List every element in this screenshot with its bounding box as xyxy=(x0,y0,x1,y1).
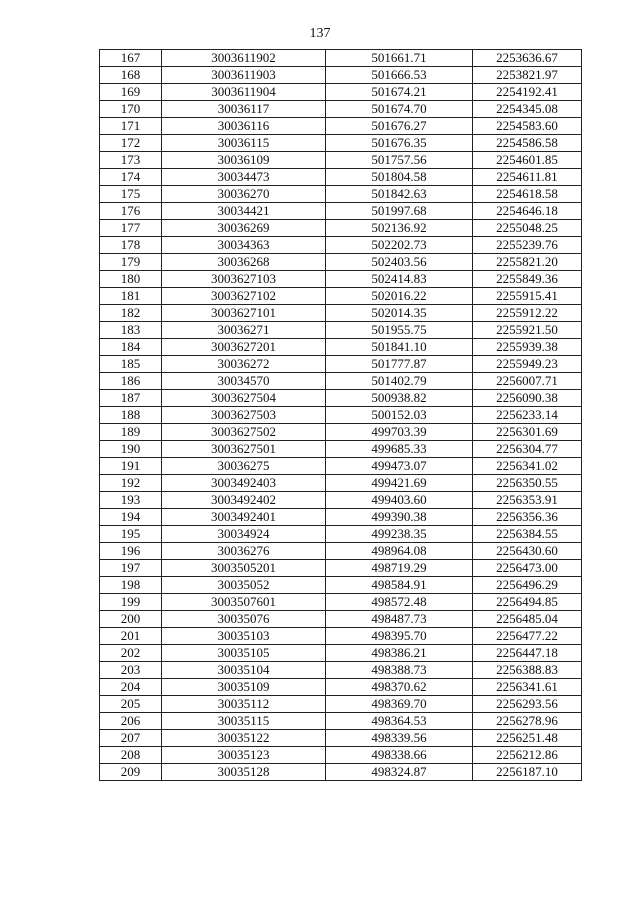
row-number-cell: 174 xyxy=(100,169,162,186)
point-id-cell: 3003627504 xyxy=(162,390,326,407)
x-coordinate-cell: 499403.60 xyxy=(326,492,473,509)
x-coordinate-cell: 501661.71 xyxy=(326,50,473,67)
table-row xyxy=(100,645,582,662)
x-coordinate-cell: 501674.21 xyxy=(326,84,473,101)
y-coordinate-cell: 2255915.41 xyxy=(473,288,582,305)
y-coordinate-cell: 2255912.22 xyxy=(473,305,582,322)
y-coordinate-cell: 2256090.38 xyxy=(473,390,582,407)
point-id-cell: 3003492403 xyxy=(162,475,326,492)
table-row xyxy=(100,662,582,679)
y-coordinate-cell: 2254345.08 xyxy=(473,101,582,118)
y-coordinate-cell: 2255949.23 xyxy=(473,356,582,373)
table-row xyxy=(100,628,582,645)
y-coordinate-cell: 2256477.22 xyxy=(473,628,582,645)
table-row xyxy=(100,441,582,458)
row-number-cell: 170 xyxy=(100,101,162,118)
table-row xyxy=(100,50,582,67)
y-coordinate-cell: 2256494.85 xyxy=(473,594,582,611)
x-coordinate-cell: 502014.35 xyxy=(326,305,473,322)
table-row xyxy=(100,322,582,339)
x-coordinate-cell: 498487.73 xyxy=(326,611,473,628)
y-coordinate-cell: 2255821.20 xyxy=(473,254,582,271)
x-coordinate-cell: 501841.10 xyxy=(326,339,473,356)
table-row xyxy=(100,101,582,118)
y-coordinate-cell: 2256233.14 xyxy=(473,407,582,424)
point-id-cell: 30036117 xyxy=(162,101,326,118)
y-coordinate-cell: 2256350.55 xyxy=(473,475,582,492)
y-coordinate-cell: 2256353.91 xyxy=(473,492,582,509)
x-coordinate-cell: 501997.68 xyxy=(326,203,473,220)
row-number-cell: 195 xyxy=(100,526,162,543)
x-coordinate-cell: 498364.53 xyxy=(326,713,473,730)
point-id-cell: 3003611903 xyxy=(162,67,326,84)
point-id-cell: 30036269 xyxy=(162,220,326,237)
point-id-cell: 3003627501 xyxy=(162,441,326,458)
x-coordinate-cell: 502202.73 xyxy=(326,237,473,254)
x-coordinate-cell: 501955.75 xyxy=(326,322,473,339)
row-number-cell: 204 xyxy=(100,679,162,696)
table-row xyxy=(100,67,582,84)
table-row xyxy=(100,373,582,390)
point-id-cell: 30035122 xyxy=(162,730,326,747)
y-coordinate-cell: 2256278.96 xyxy=(473,713,582,730)
x-coordinate-cell: 500152.03 xyxy=(326,407,473,424)
table-row xyxy=(100,492,582,509)
row-number-cell: 183 xyxy=(100,322,162,339)
row-number-cell: 181 xyxy=(100,288,162,305)
y-coordinate-cell: 2254601.85 xyxy=(473,152,582,169)
point-id-cell: 30035052 xyxy=(162,577,326,594)
table-row xyxy=(100,356,582,373)
x-coordinate-cell: 499685.33 xyxy=(326,441,473,458)
table-row xyxy=(100,475,582,492)
point-id-cell: 3003627102 xyxy=(162,288,326,305)
point-id-cell: 3003611904 xyxy=(162,84,326,101)
x-coordinate-cell: 498572.48 xyxy=(326,594,473,611)
table-row xyxy=(100,152,582,169)
y-coordinate-cell: 2256496.29 xyxy=(473,577,582,594)
row-number-cell: 185 xyxy=(100,356,162,373)
x-coordinate-cell: 502136.92 xyxy=(326,220,473,237)
y-coordinate-cell: 2254611.81 xyxy=(473,169,582,186)
point-id-cell: 3003507601 xyxy=(162,594,326,611)
y-coordinate-cell: 2256430.60 xyxy=(473,543,582,560)
point-id-cell: 30034924 xyxy=(162,526,326,543)
x-coordinate-cell: 499390.38 xyxy=(326,509,473,526)
point-id-cell: 30034570 xyxy=(162,373,326,390)
point-id-cell: 30036115 xyxy=(162,135,326,152)
table-row xyxy=(100,764,582,781)
y-coordinate-cell: 2256251.48 xyxy=(473,730,582,747)
point-id-cell: 30036276 xyxy=(162,543,326,560)
y-coordinate-cell: 2256007.71 xyxy=(473,373,582,390)
table-row xyxy=(100,220,582,237)
point-id-cell: 30035115 xyxy=(162,713,326,730)
x-coordinate-cell: 498386.21 xyxy=(326,645,473,662)
x-coordinate-cell: 501676.35 xyxy=(326,135,473,152)
y-coordinate-cell: 2256304.77 xyxy=(473,441,582,458)
row-number-cell: 202 xyxy=(100,645,162,662)
x-coordinate-cell: 501777.87 xyxy=(326,356,473,373)
table-row xyxy=(100,186,582,203)
x-coordinate-cell: 502403.56 xyxy=(326,254,473,271)
x-coordinate-cell: 498964.08 xyxy=(326,543,473,560)
x-coordinate-cell: 501842.63 xyxy=(326,186,473,203)
table-row xyxy=(100,288,582,305)
y-coordinate-cell: 2256485.04 xyxy=(473,611,582,628)
row-number-cell: 206 xyxy=(100,713,162,730)
point-id-cell: 30036272 xyxy=(162,356,326,373)
row-number-cell: 189 xyxy=(100,424,162,441)
x-coordinate-cell: 499421.69 xyxy=(326,475,473,492)
y-coordinate-cell: 2255048.25 xyxy=(473,220,582,237)
y-coordinate-cell: 2253636.67 xyxy=(473,50,582,67)
point-id-cell: 30036271 xyxy=(162,322,326,339)
table-row xyxy=(100,271,582,288)
table-row xyxy=(100,237,582,254)
point-id-cell: 3003627103 xyxy=(162,271,326,288)
row-number-cell: 200 xyxy=(100,611,162,628)
y-coordinate-cell: 2256293.56 xyxy=(473,696,582,713)
table-row xyxy=(100,203,582,220)
y-coordinate-cell: 2256356.36 xyxy=(473,509,582,526)
row-number-cell: 179 xyxy=(100,254,162,271)
y-coordinate-cell: 2254586.58 xyxy=(473,135,582,152)
x-coordinate-cell: 499238.35 xyxy=(326,526,473,543)
point-id-cell: 3003627502 xyxy=(162,424,326,441)
table-row xyxy=(100,169,582,186)
row-number-cell: 187 xyxy=(100,390,162,407)
point-id-cell: 30035076 xyxy=(162,611,326,628)
y-coordinate-cell: 2254646.18 xyxy=(473,203,582,220)
table-row xyxy=(100,577,582,594)
table-row xyxy=(100,424,582,441)
table-row xyxy=(100,696,582,713)
point-id-cell: 30034421 xyxy=(162,203,326,220)
x-coordinate-cell: 501674.70 xyxy=(326,101,473,118)
x-coordinate-cell: 498388.73 xyxy=(326,662,473,679)
table-row xyxy=(100,730,582,747)
row-number-cell: 196 xyxy=(100,543,162,560)
table-row xyxy=(100,390,582,407)
x-coordinate-cell: 502414.83 xyxy=(326,271,473,288)
row-number-cell: 172 xyxy=(100,135,162,152)
row-number-cell: 173 xyxy=(100,152,162,169)
y-coordinate-cell: 2256187.10 xyxy=(473,764,582,781)
row-number-cell: 208 xyxy=(100,747,162,764)
table-row xyxy=(100,611,582,628)
point-id-cell: 30035128 xyxy=(162,764,326,781)
point-id-cell: 3003505201 xyxy=(162,560,326,577)
y-coordinate-cell: 2256212.86 xyxy=(473,747,582,764)
row-number-cell: 182 xyxy=(100,305,162,322)
y-coordinate-cell: 2256341.61 xyxy=(473,679,582,696)
row-number-cell: 186 xyxy=(100,373,162,390)
table-row xyxy=(100,84,582,101)
row-number-cell: 171 xyxy=(100,118,162,135)
x-coordinate-cell: 501757.56 xyxy=(326,152,473,169)
x-coordinate-cell: 502016.22 xyxy=(326,288,473,305)
point-id-cell: 30035103 xyxy=(162,628,326,645)
y-coordinate-cell: 2256301.69 xyxy=(473,424,582,441)
x-coordinate-cell: 499703.39 xyxy=(326,424,473,441)
table-body xyxy=(100,50,582,781)
row-number-cell: 199 xyxy=(100,594,162,611)
row-number-cell: 168 xyxy=(100,67,162,84)
table-row xyxy=(100,560,582,577)
table-row xyxy=(100,458,582,475)
table-row xyxy=(100,594,582,611)
x-coordinate-cell: 498584.91 xyxy=(326,577,473,594)
point-id-cell: 30035112 xyxy=(162,696,326,713)
row-number-cell: 191 xyxy=(100,458,162,475)
point-id-cell: 3003627503 xyxy=(162,407,326,424)
point-id-cell: 3003492401 xyxy=(162,509,326,526)
row-number-cell: 192 xyxy=(100,475,162,492)
y-coordinate-cell: 2254192.41 xyxy=(473,84,582,101)
y-coordinate-cell: 2255921.50 xyxy=(473,322,582,339)
table-row xyxy=(100,118,582,135)
row-number-cell: 184 xyxy=(100,339,162,356)
row-number-cell: 201 xyxy=(100,628,162,645)
x-coordinate-cell: 501804.58 xyxy=(326,169,473,186)
table-row xyxy=(100,407,582,424)
row-number-cell: 209 xyxy=(100,764,162,781)
table-row xyxy=(100,339,582,356)
table-row xyxy=(100,526,582,543)
y-coordinate-cell: 2256473.00 xyxy=(473,560,582,577)
table-row xyxy=(100,747,582,764)
row-number-cell: 198 xyxy=(100,577,162,594)
x-coordinate-cell: 498369.70 xyxy=(326,696,473,713)
table-row xyxy=(100,254,582,271)
x-coordinate-cell: 498338.66 xyxy=(326,747,473,764)
x-coordinate-cell: 498719.29 xyxy=(326,560,473,577)
point-id-cell: 3003627201 xyxy=(162,339,326,356)
row-number-cell: 175 xyxy=(100,186,162,203)
x-coordinate-cell: 499473.07 xyxy=(326,458,473,475)
row-number-cell: 178 xyxy=(100,237,162,254)
y-coordinate-cell: 2256384.55 xyxy=(473,526,582,543)
table-row xyxy=(100,713,582,730)
row-number-cell: 190 xyxy=(100,441,162,458)
x-coordinate-cell: 501402.79 xyxy=(326,373,473,390)
x-coordinate-cell: 498370.62 xyxy=(326,679,473,696)
table-row xyxy=(100,679,582,696)
page-number: 137 xyxy=(309,26,331,41)
point-id-cell: 30036270 xyxy=(162,186,326,203)
point-id-cell: 3003627101 xyxy=(162,305,326,322)
point-id-cell: 30036109 xyxy=(162,152,326,169)
y-coordinate-cell: 2253821.97 xyxy=(473,67,582,84)
x-coordinate-cell: 498339.56 xyxy=(326,730,473,747)
row-number-cell: 177 xyxy=(100,220,162,237)
table-row xyxy=(100,305,582,322)
y-coordinate-cell: 2255239.76 xyxy=(473,237,582,254)
row-number-cell: 197 xyxy=(100,560,162,577)
row-number-cell: 169 xyxy=(100,84,162,101)
y-coordinate-cell: 2254583.60 xyxy=(473,118,582,135)
row-number-cell: 176 xyxy=(100,203,162,220)
table-row xyxy=(100,135,582,152)
y-coordinate-cell: 2256388.83 xyxy=(473,662,582,679)
x-coordinate-cell: 498324.87 xyxy=(326,764,473,781)
point-id-cell: 30036268 xyxy=(162,254,326,271)
point-id-cell: 30036275 xyxy=(162,458,326,475)
row-number-cell: 207 xyxy=(100,730,162,747)
row-number-cell: 167 xyxy=(100,50,162,67)
table-row xyxy=(100,509,582,526)
coordinates-table xyxy=(99,49,582,781)
x-coordinate-cell: 498395.70 xyxy=(326,628,473,645)
y-coordinate-cell: 2255939.38 xyxy=(473,339,582,356)
row-number-cell: 180 xyxy=(100,271,162,288)
y-coordinate-cell: 2256447.18 xyxy=(473,645,582,662)
y-coordinate-cell: 2255849.36 xyxy=(473,271,582,288)
point-id-cell: 3003611902 xyxy=(162,50,326,67)
point-id-cell: 30036116 xyxy=(162,118,326,135)
point-id-cell: 30035109 xyxy=(162,679,326,696)
point-id-cell: 30035123 xyxy=(162,747,326,764)
row-number-cell: 203 xyxy=(100,662,162,679)
row-number-cell: 205 xyxy=(100,696,162,713)
point-id-cell: 30034473 xyxy=(162,169,326,186)
point-id-cell: 3003492402 xyxy=(162,492,326,509)
x-coordinate-cell: 501666.53 xyxy=(326,67,473,84)
x-coordinate-cell: 501676.27 xyxy=(326,118,473,135)
row-number-cell: 194 xyxy=(100,509,162,526)
row-number-cell: 193 xyxy=(100,492,162,509)
point-id-cell: 30035105 xyxy=(162,645,326,662)
x-coordinate-cell: 500938.82 xyxy=(326,390,473,407)
table-row xyxy=(100,543,582,560)
y-coordinate-cell: 2254618.58 xyxy=(473,186,582,203)
row-number-cell: 188 xyxy=(100,407,162,424)
point-id-cell: 30035104 xyxy=(162,662,326,679)
y-coordinate-cell: 2256341.02 xyxy=(473,458,582,475)
point-id-cell: 30034363 xyxy=(162,237,326,254)
